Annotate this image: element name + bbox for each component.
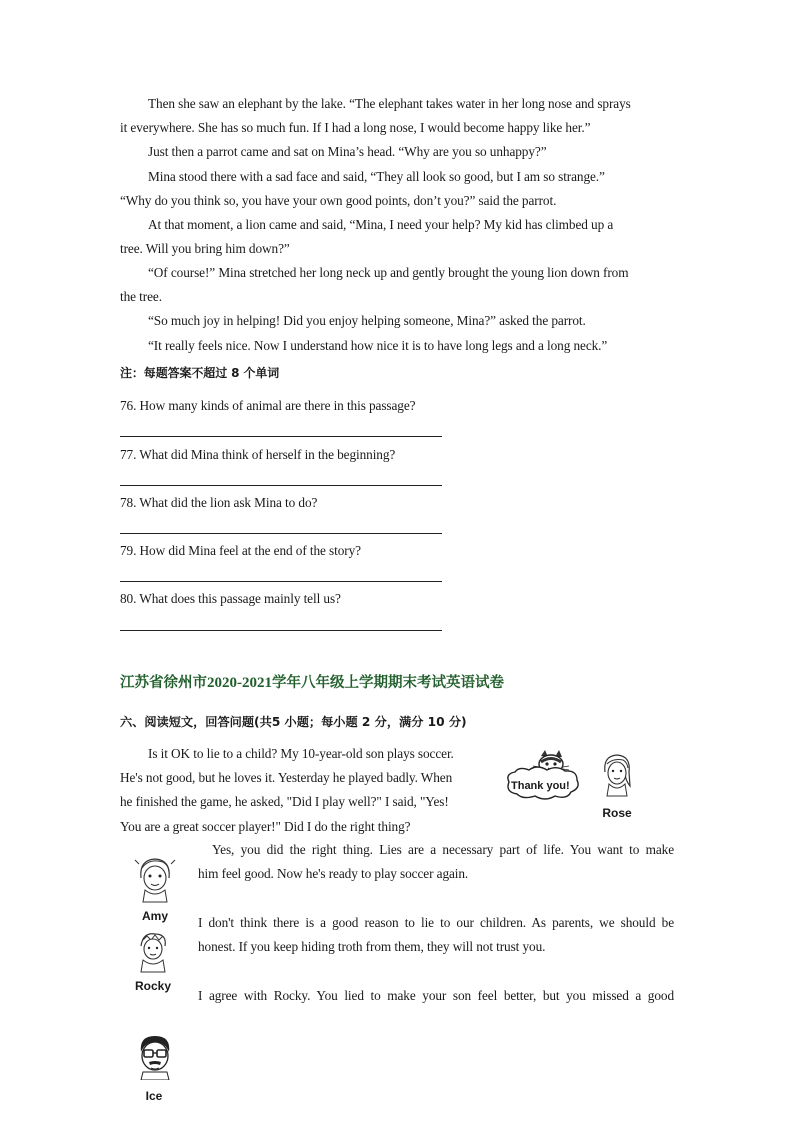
answer-line-76[interactable] (120, 436, 442, 437)
exam-title-prefix: 江苏省徐州市 (120, 675, 207, 691)
rose-label: Rose (602, 806, 632, 820)
exam-title-suffix: 学年八年级上学期期末考试英语试卷 (272, 675, 504, 691)
story-line: “It really feels nice. Now I understand how nice it is to have long legs and a long neck.” (148, 338, 608, 353)
answer-note: 注：每题答案不超过 8 个单词 (120, 366, 280, 380)
man-glasses-icon (135, 1034, 175, 1080)
girl-face-icon (133, 854, 177, 904)
amy-line: Yes, you did the right thing. Lies are a necessary part of life. You want to make (212, 842, 674, 857)
answer-line-80[interactable] (120, 630, 442, 631)
rocky-label: Rocky (134, 979, 172, 993)
passage2-line: He's not good, but he loves it. Yesterday he played badly. When (120, 770, 453, 785)
question-76: 76. How many kinds of animal are there in this passage? (120, 398, 416, 413)
answer-line-79[interactable] (120, 581, 442, 582)
passage2-line: he finished the game, he asked, "Did I play well?" I said, "Yes! (120, 794, 449, 809)
thank-you-illustration (503, 750, 581, 806)
story-line: At that moment, a lion came and said, “Mina, I need your help? My kid has climbed up a (148, 217, 614, 232)
answer-line-78[interactable] (120, 533, 442, 534)
rocky-line: honest. If you keep hiding troth from them, they will not trust you. (198, 939, 546, 954)
answer-line-77[interactable] (120, 485, 442, 486)
section-heading: 六、阅读短文，回答问题(共5 小题；每小题 2 分，满分 10 分) (120, 715, 467, 729)
cat-icon (503, 750, 581, 806)
story-line: Then she saw an elephant by the lake. “The elephant takes water in her long nose and sprays (148, 96, 631, 111)
amy-line: him feel good. Now he's ready to play soccer again. (198, 866, 469, 881)
passage2-line: You are a great soccer player!" Did I do the right thing? (120, 819, 411, 834)
exam-title (120, 671, 504, 692)
story-line: it everywhere. She has so much fun. If I had a long nose, I would become happy like her.” (120, 120, 591, 135)
thank-you-text: Thank you! (511, 780, 570, 792)
story-line: Mina stood there with a sad face and said, “They all look so good, but I am so strange.” (148, 169, 605, 184)
story-line: “So much joy in helping! Did you enjoy helping someone, Mina?” asked the parrot. (148, 313, 586, 328)
rocky-portrait (135, 930, 171, 974)
story-line: Just then a parrot came and sat on Mina’s head. “Why are you so unhappy?” (148, 144, 547, 159)
amy-portrait (133, 854, 177, 904)
ice-line: I agree with Rocky. You lied to make your son feel better, but you missed a good (198, 988, 674, 1003)
ice-portrait (135, 1034, 175, 1080)
question-80: 80. What does this passage mainly tell us? (120, 591, 341, 606)
question-78: 78. What did the lion ask Mina to do? (120, 495, 318, 510)
story-line: tree. Will you bring him down?” (120, 241, 290, 256)
story-line: the tree. (120, 289, 162, 304)
story-line: “Why do you think so, you have your own good points, don’t you?” said the parrot. (120, 193, 557, 208)
question-77: 77. What did Mina think of herself in the beginning? (120, 447, 396, 462)
question-79: 79. How did Mina feel at the end of the story? (120, 543, 361, 558)
amy-label: Amy (141, 909, 168, 923)
exam-title-year: 2020-2021 (207, 675, 272, 691)
rocky-line: I don't think there is a good reason to lie to our children. As parents, we should be (198, 915, 674, 930)
passage2-line: Is it OK to lie to a child? My 10-year-old son plays soccer. (148, 746, 454, 761)
ice-label: Ice (145, 1089, 163, 1103)
girl-face-icon (599, 752, 635, 798)
boy-face-icon (135, 930, 171, 974)
story-line: “Of course!” Mina stretched her long neck up and gently brought the young lion down from (148, 265, 629, 280)
rose-portrait (599, 752, 635, 798)
